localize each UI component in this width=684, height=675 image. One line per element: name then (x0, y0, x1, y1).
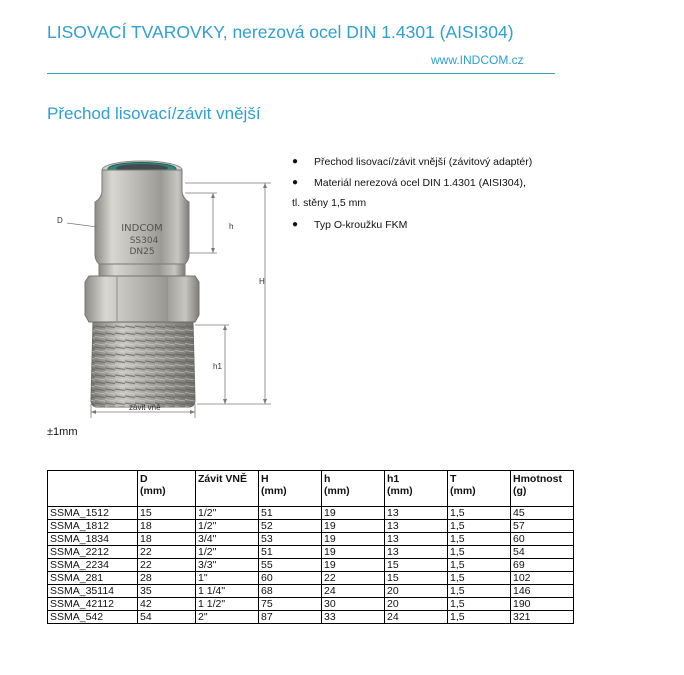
table-cell: 52 (259, 520, 322, 533)
table-header-row (48, 471, 574, 507)
table-cell: SSMA_1834 (48, 533, 138, 546)
table-cell: 24 (385, 611, 448, 624)
table-cell: 19 (322, 559, 385, 572)
table-cell: 3/3" (196, 559, 259, 572)
table-cell: 87 (259, 611, 322, 624)
table-cell: 190 (511, 598, 574, 611)
table-cell: SSMA_2212 (48, 546, 138, 559)
table-cell: 19 (322, 520, 385, 533)
feature-continuation: tl. stěny 1,5 mm (292, 197, 367, 209)
table-cell: 1,5 (448, 533, 511, 546)
table-cell: 57 (511, 520, 574, 533)
table-row (48, 546, 574, 559)
table-cell: 42 (138, 598, 196, 611)
header-divider (47, 73, 555, 74)
table-cell: 1,5 (448, 611, 511, 624)
table-cell: SSMA_1812 (48, 520, 138, 533)
table-cell: 1" (196, 572, 259, 585)
table-cell: 22 (322, 572, 385, 585)
bullet-icon: ● (292, 156, 299, 167)
bullet-icon: ● (292, 177, 299, 188)
table-cell: 1,5 (448, 572, 511, 585)
table-header-cell: Závit VNĚ (196, 471, 259, 507)
table-cell: 1,5 (448, 585, 511, 598)
feature-item: ● Materiál nerezová ocel DIN 1.4301 (AISI304), (292, 177, 526, 189)
table-cell: 60 (511, 533, 574, 546)
table-cell: 1,5 (448, 520, 511, 533)
table-cell: 1/2" (196, 546, 259, 559)
table-header-cell: h1 (mm) (385, 471, 448, 507)
table-cell: 33 (322, 611, 385, 624)
bullet-icon: ● (292, 219, 299, 230)
website-link[interactable]: www.INDCOM.cz (431, 53, 524, 67)
spec-table (47, 470, 574, 624)
table-cell: 1 1/2" (196, 598, 259, 611)
table-cell: 51 (259, 507, 322, 520)
table-cell: 28 (138, 572, 196, 585)
table-cell: 146 (511, 585, 574, 598)
table-header-cell: Hmotnost (g) (511, 471, 574, 507)
document-title: LISOVACÍ TVAROVKY, nerezová ocel DIN 1.4301 (AISI304) (47, 22, 514, 42)
table-row (48, 611, 574, 624)
table-cell: 15 (385, 559, 448, 572)
table-cell: 1,5 (448, 507, 511, 520)
table-cell: 60 (259, 572, 322, 585)
table-cell: 35 (138, 585, 196, 598)
table-cell: 54 (511, 546, 574, 559)
table-cell: 19 (322, 507, 385, 520)
table-cell: 68 (259, 585, 322, 598)
product-drawing (45, 150, 280, 422)
table-row (48, 572, 574, 585)
table-cell: 3/4" (196, 533, 259, 546)
table-cell: 1/2" (196, 507, 259, 520)
table-cell: SSMA_2234 (48, 559, 138, 572)
dimension-label-thread: závit vně (129, 403, 161, 412)
table-cell: 30 (322, 598, 385, 611)
table-cell: 45 (511, 507, 574, 520)
table-cell: 1,5 (448, 546, 511, 559)
feature-list (292, 155, 592, 239)
table-cell: 75 (259, 598, 322, 611)
table-cell: 53 (259, 533, 322, 546)
table-header-cell (48, 471, 138, 507)
table-header-cell: h (mm) (322, 471, 385, 507)
section-title: Přechod lisovací/závit vnější (47, 104, 261, 123)
table-header-cell: H (mm) (259, 471, 322, 507)
table-cell: 19 (322, 533, 385, 546)
table-cell: 15 (138, 507, 196, 520)
dimension-label-H: H (259, 277, 265, 286)
table-cell: 13 (385, 546, 448, 559)
table-cell: SSMA_1512 (48, 507, 138, 520)
table-cell: 22 (138, 559, 196, 572)
table-cell: 20 (385, 598, 448, 611)
table-cell: 1,5 (448, 559, 511, 572)
table-row (48, 598, 574, 611)
fitting-marking-brand: INDCOM (121, 223, 163, 234)
table-cell: 18 (138, 520, 196, 533)
table-header-cell: D (mm) (138, 471, 196, 507)
dimension-label-h1: h1 (213, 362, 222, 371)
feature-item: ● Typ O-kroužku FKM (292, 219, 408, 231)
table-cell: 2" (196, 611, 259, 624)
table-row (48, 559, 574, 572)
dimension-label-D: D (57, 216, 63, 225)
table-cell: 19 (322, 546, 385, 559)
table-row (48, 507, 574, 520)
fitting-marking-size: DN25 (129, 247, 155, 257)
table-header-cell: T (mm) (448, 471, 511, 507)
table-cell: 321 (511, 611, 574, 624)
table-cell: 1,5 (448, 598, 511, 611)
table-cell: 54 (138, 611, 196, 624)
table-cell: 102 (511, 572, 574, 585)
table-row (48, 520, 574, 533)
table-cell: 13 (385, 520, 448, 533)
table-cell: SSMA_42112 (48, 598, 138, 611)
table-cell: 22 (138, 546, 196, 559)
table-cell: 69 (511, 559, 574, 572)
table-row (48, 533, 574, 546)
fitting-marking-material: SS304 (129, 236, 159, 246)
table-cell: 51 (259, 546, 322, 559)
feature-item: ● Přechod lisovací/závit vnější (závitový adaptér) (292, 156, 533, 168)
tolerance-note: ±1mm (47, 426, 78, 438)
dimension-label-h: h (229, 222, 234, 231)
table-cell: 1 1/4" (196, 585, 259, 598)
table-cell: 15 (385, 572, 448, 585)
table-cell: 1/2" (196, 520, 259, 533)
table-cell: 55 (259, 559, 322, 572)
table-cell: SSMA_281 (48, 572, 138, 585)
table-cell: 18 (138, 533, 196, 546)
table-cell: 13 (385, 507, 448, 520)
table-cell: SSMA_35114 (48, 585, 138, 598)
table-cell: 20 (385, 585, 448, 598)
table-cell: 24 (322, 585, 385, 598)
table-row (48, 585, 574, 598)
table-cell: 13 (385, 533, 448, 546)
table-cell: SSMA_542 (48, 611, 138, 624)
